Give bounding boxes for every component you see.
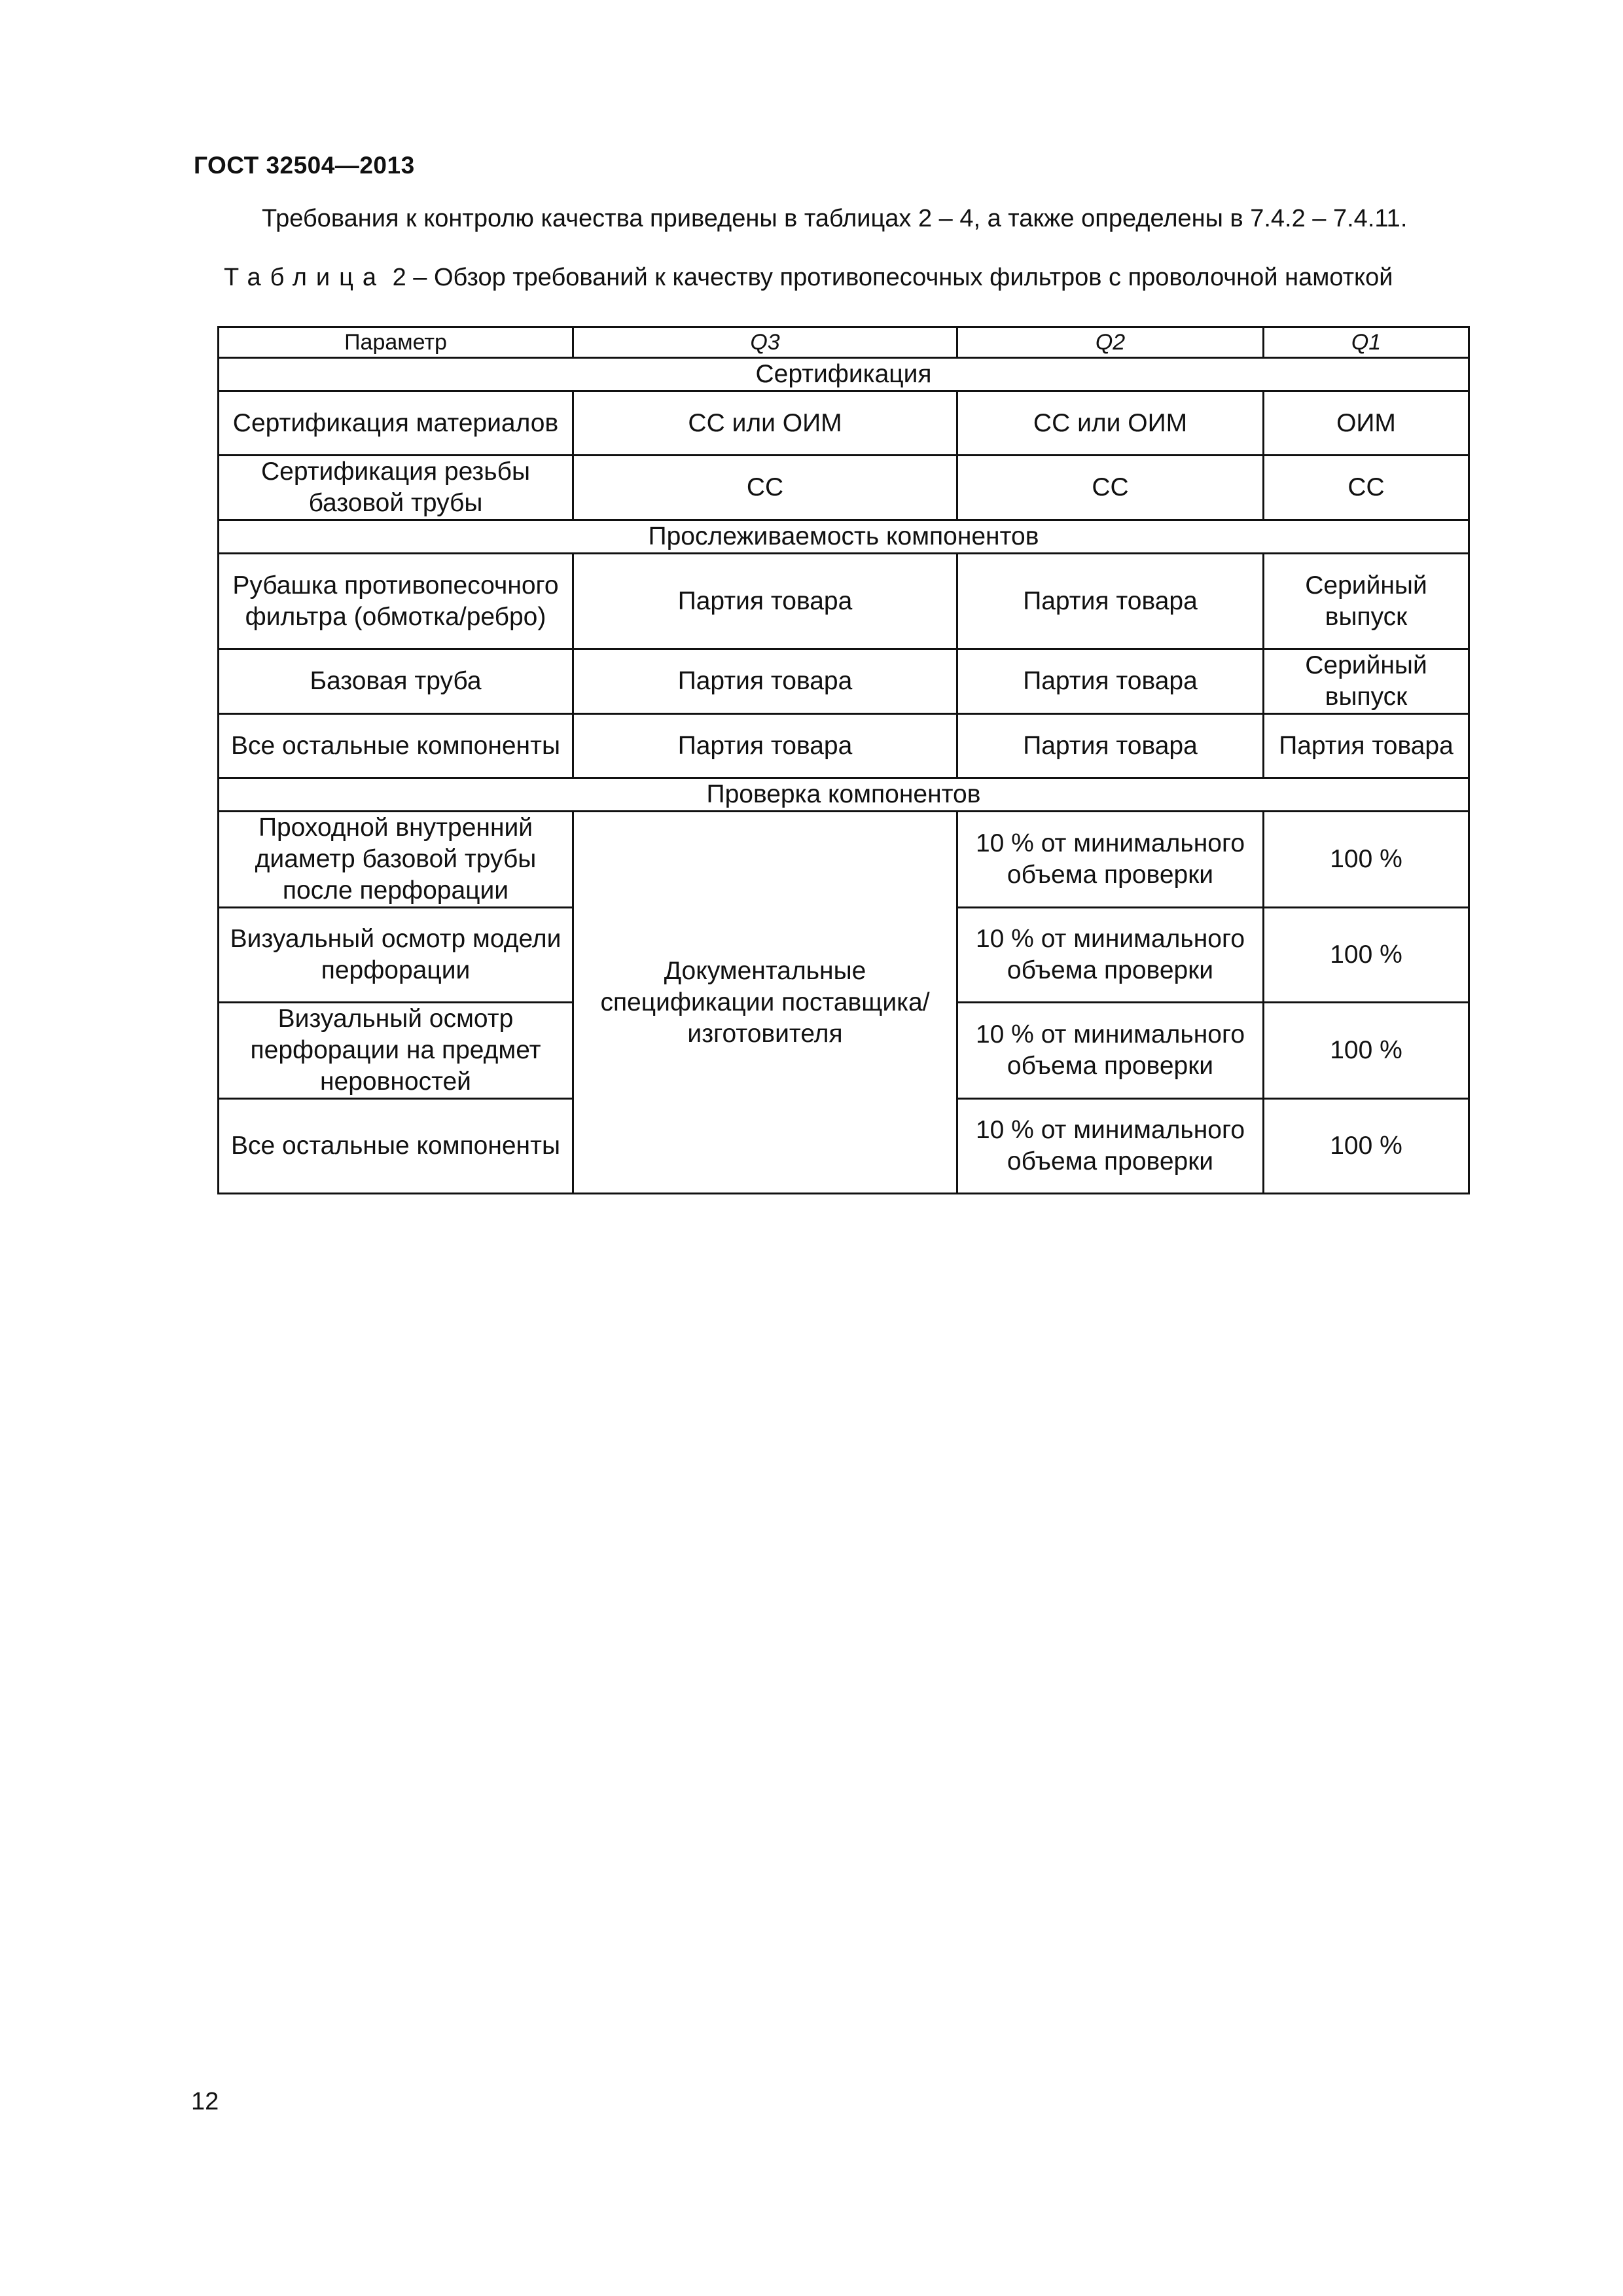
quality-requirements-table <box>217 326 1470 1194</box>
cell-parameter: Рубашка противопесочного фильтра (обмотка/ребро) <box>219 554 573 649</box>
cell-parameter: Визуальный осмотр модели перфорации <box>219 908 573 1003</box>
table-caption-number: 2 <box>392 264 406 291</box>
table-row <box>219 391 1469 456</box>
page-number: 12 <box>191 2088 219 2115</box>
cell-q1: СС <box>1264 456 1469 520</box>
table-row <box>219 714 1469 778</box>
cell-q1: Партия товара <box>1264 714 1469 778</box>
header-q1: Q1 <box>1264 327 1469 358</box>
cell-q2: 10 % от минимального объема проверки <box>957 1099 1264 1194</box>
header-q3: Q3 <box>573 327 957 358</box>
cell-q2: СС или ОИМ <box>957 391 1264 456</box>
cell-q3: Партия товара <box>573 554 957 649</box>
intro-paragraph: Требования к контролю качества приведены в таблицах 2 – 4, а также определены в 7.4.2 – 7.4.11. <box>262 205 1408 232</box>
cell-q1: Серийный выпуск <box>1264 554 1469 649</box>
cell-q2: 10 % от минимального объема проверки <box>957 1003 1264 1099</box>
table-row <box>219 456 1469 520</box>
cell-q3: СС <box>573 456 957 520</box>
header-parameter: Параметр <box>219 327 573 358</box>
section-title-traceability: Прослеживаемость компонентов <box>219 520 1469 554</box>
table-caption-text: – Обзор требований к качеству противопесочных фильтров с проволочной намоткой <box>413 264 1393 291</box>
cell-q1: 100 % <box>1264 812 1469 908</box>
table-row <box>219 649 1469 714</box>
table-row <box>219 812 1469 908</box>
table-caption-label: Таблица <box>224 264 385 291</box>
table-header-row <box>219 327 1469 358</box>
cell-parameter: Базовая труба <box>219 649 573 714</box>
section-row <box>219 778 1469 812</box>
cell-q3: СС или ОИМ <box>573 391 957 456</box>
cell-q2: Партия товара <box>957 714 1264 778</box>
cell-q2: Партия товара <box>957 649 1264 714</box>
document-header: ГОСТ 32504—2013 <box>194 152 415 179</box>
cell-parameter: Все остальные компоненты <box>219 714 573 778</box>
section-title-inspection: Проверка компонентов <box>219 778 1469 812</box>
cell-q1: Серийный выпуск <box>1264 649 1469 714</box>
table-row <box>219 554 1469 649</box>
section-title-certification: Сертификация <box>219 358 1469 391</box>
cell-q2: 10 % от минимального объема проверки <box>957 908 1264 1003</box>
cell-q1: 100 % <box>1264 908 1469 1003</box>
cell-parameter: Проходной внутренний диаметр базовой трубы после перфорации <box>219 812 573 908</box>
cell-q3-merged: Документальные спецификации поставщика/изготовителя <box>573 812 957 1194</box>
cell-q2: 10 % от минимального объема проверки <box>957 812 1264 908</box>
cell-parameter: Визуальный осмотр перфорации на предмет неровностей <box>219 1003 573 1099</box>
cell-parameter: Сертификация резьбы базовой трубы <box>219 456 573 520</box>
table-caption <box>224 263 1493 292</box>
section-row <box>219 520 1469 554</box>
section-row <box>219 358 1469 391</box>
header-q2: Q2 <box>957 327 1264 358</box>
cell-q1: 100 % <box>1264 1099 1469 1194</box>
cell-q2: Партия товара <box>957 554 1264 649</box>
cell-parameter: Сертификация материалов <box>219 391 573 456</box>
cell-q1: ОИМ <box>1264 391 1469 456</box>
cell-q1: 100 % <box>1264 1003 1469 1099</box>
cell-q2: СС <box>957 456 1264 520</box>
cell-q3: Партия товара <box>573 714 957 778</box>
cell-q3: Партия товара <box>573 649 957 714</box>
cell-parameter: Все остальные компоненты <box>219 1099 573 1194</box>
